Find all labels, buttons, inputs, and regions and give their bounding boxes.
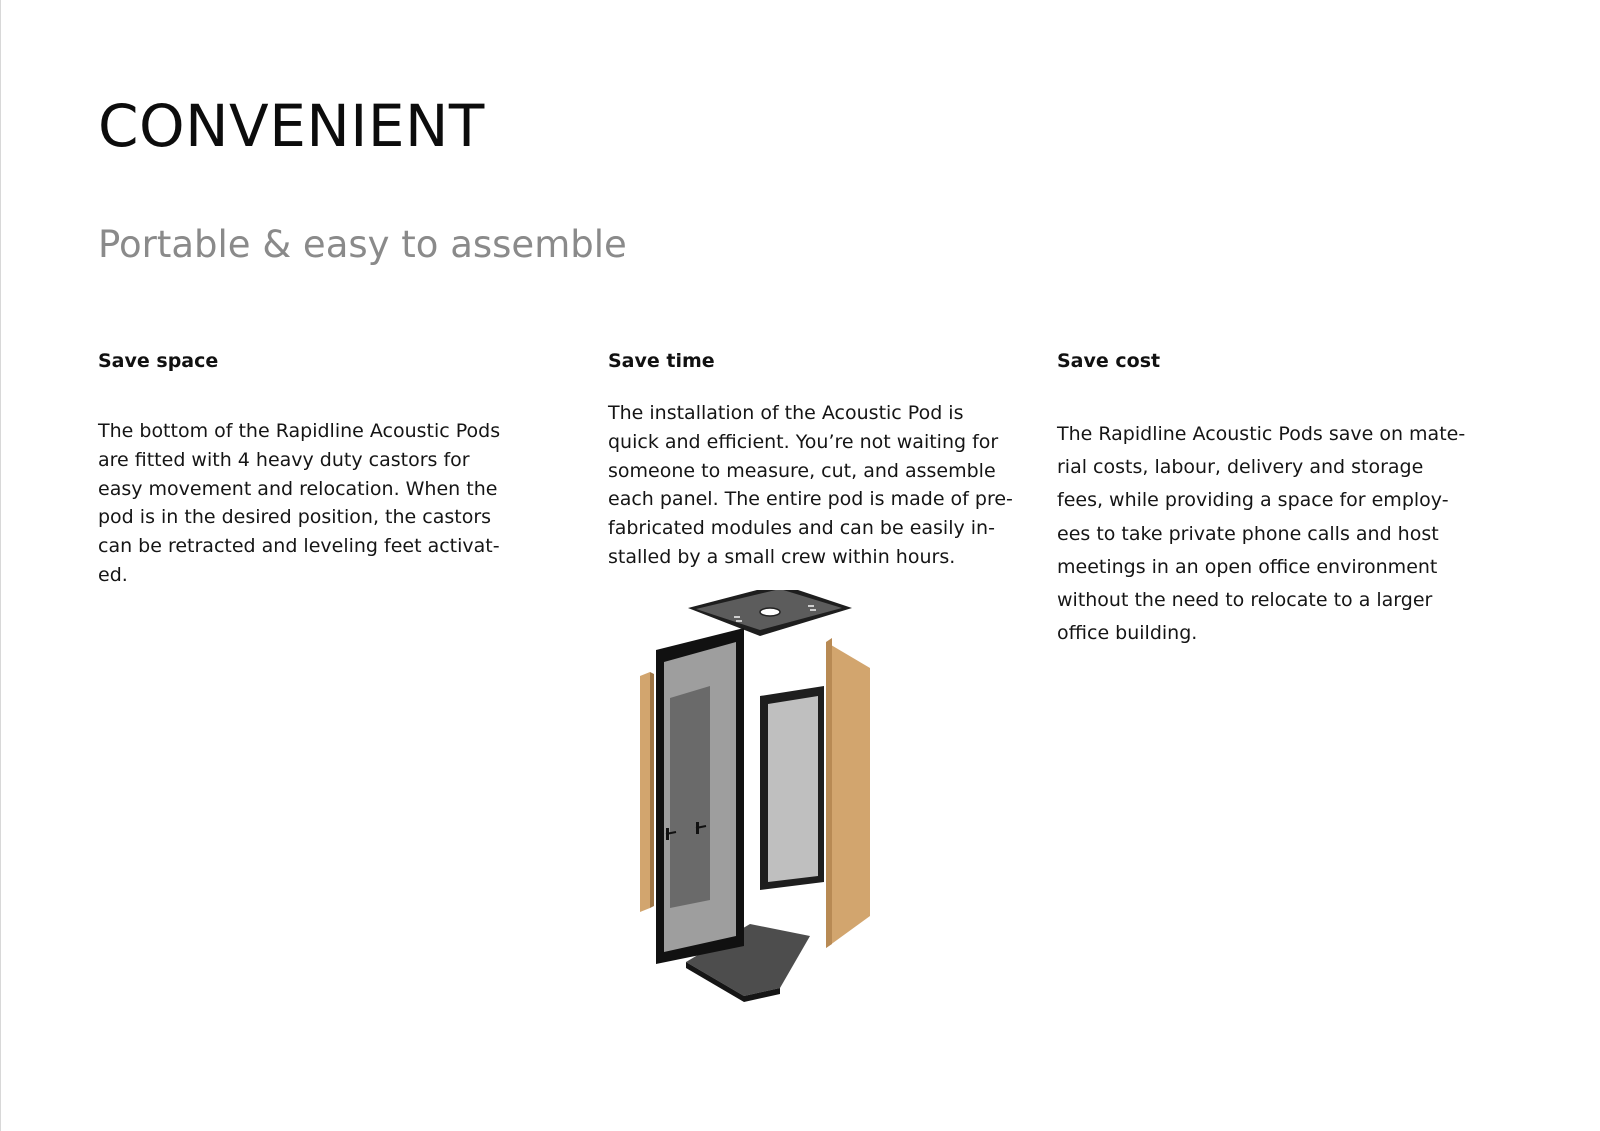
- page-title: CONVENIENT: [98, 92, 485, 160]
- text-line: fees, while providing a space for employ-: [1057, 489, 1449, 512]
- text-line: ees to take private phone calls and host: [1057, 522, 1439, 545]
- back-wall-glass: [768, 696, 818, 882]
- save-space-heading: Save space: [98, 350, 219, 372]
- page-edge: [0, 0, 1, 1131]
- text-line: ed.: [98, 563, 128, 586]
- right-wood-panel: [826, 642, 870, 948]
- door-inner-panel: [670, 686, 710, 908]
- save-cost-heading: Save cost: [1057, 350, 1161, 372]
- text-line: quick and efficient. You’re not waiting for: [608, 430, 999, 453]
- save-space-text: [98, 417, 500, 590]
- left-wood-panel: [640, 672, 650, 912]
- save-time-text: [608, 399, 1013, 572]
- text-line: The installation of the Acoustic Pod is: [608, 402, 964, 424]
- roof-light: [760, 608, 780, 616]
- text-line: can be retracted and leveling feet activat-: [98, 535, 500, 558]
- text-line: fabricated modules and can be easily in-: [608, 517, 995, 540]
- text-line: easy movement and relocation. When the: [98, 477, 498, 500]
- text-line: pod is in the desired position, the castors: [98, 506, 492, 529]
- text-line: someone to measure, cut, and assemble: [608, 459, 996, 482]
- text-line: each panel. The entire pod is made of pre-: [608, 488, 1013, 511]
- text-line: meetings in an open office environment: [1057, 555, 1438, 578]
- save-time-heading: Save time: [608, 350, 715, 372]
- text-line: stalled by a small crew within hours.: [608, 545, 956, 568]
- text-line: rial costs, labour, delivery and storage: [1057, 456, 1424, 479]
- text-line: The bottom of the Rapidline Acoustic Pods: [98, 420, 501, 442]
- text-line: are fitted with 4 heavy duty castors for: [98, 448, 470, 471]
- text-line: without the need to relocate to a larger: [1057, 589, 1433, 612]
- save-cost-text: [1057, 418, 1465, 650]
- text-line: The Rapidline Acoustic Pods save on mate-: [1057, 423, 1466, 445]
- text-line: office building.: [1057, 622, 1198, 645]
- exploded-pod-illustration: [640, 590, 900, 1020]
- page-subtitle: Portable & easy to assemble: [98, 223, 627, 266]
